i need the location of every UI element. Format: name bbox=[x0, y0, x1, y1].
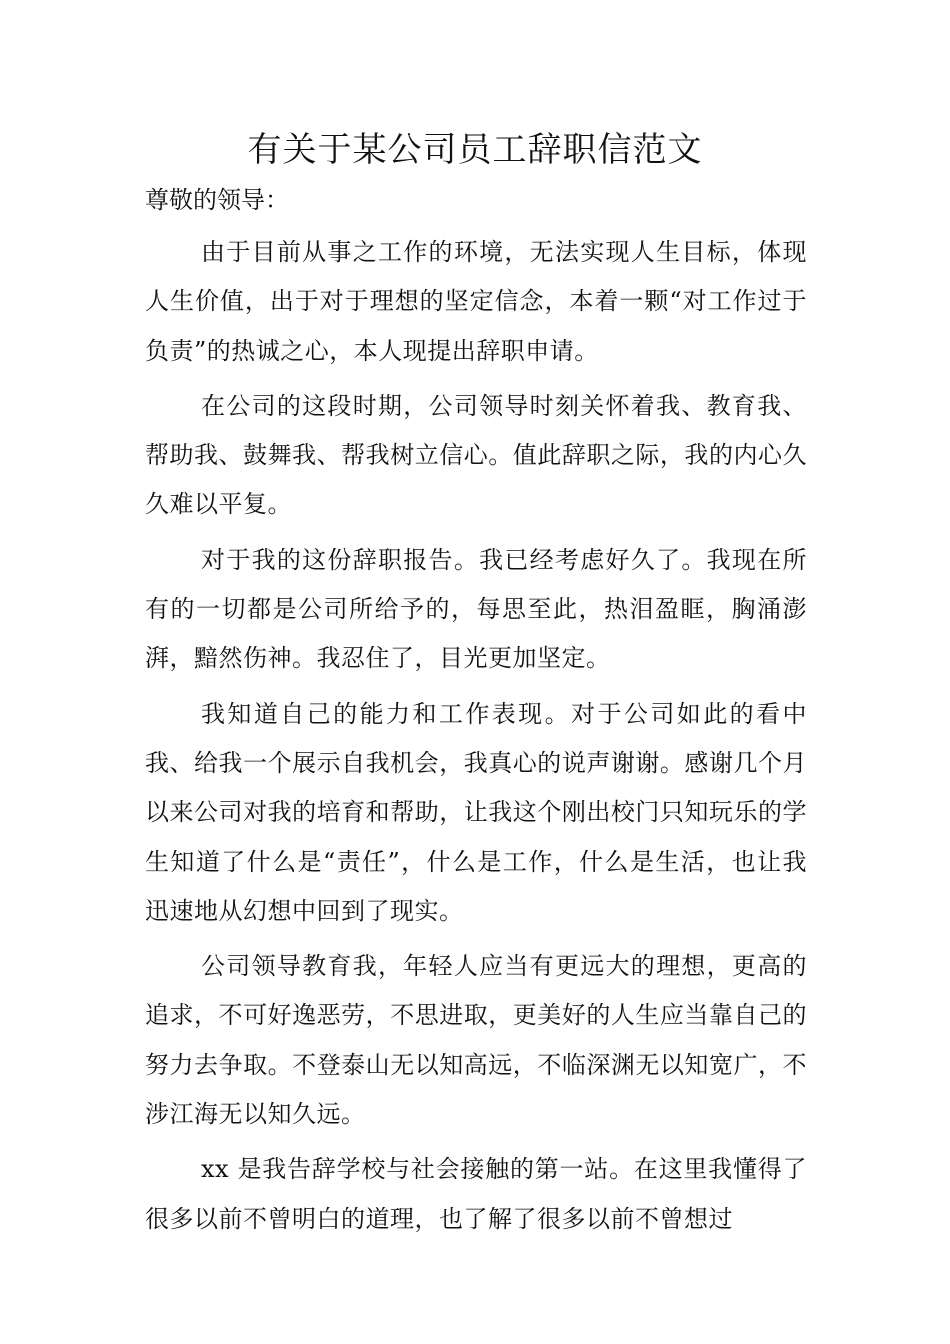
letter-body bbox=[145, 228, 807, 1250]
paragraph: 在公司的这段时期，公司领导时刻关怀着我、教育我、帮助我、鼓舞我、帮我树立信心。值此辞职之际，我的内心久久难以平复。 bbox=[145, 391, 807, 519]
paragraph: 由于目前从事之工作的环境，无法实现人生目标，体现人生价值，出于对于理想的坚定信念，本着一颗“对工作过于负责”的热诚之心，本人现提出辞职申请。 bbox=[145, 238, 807, 365]
paragraph: 我知道自己的能力和工作表现。对于公司如此的看中我、给我一个展示自我机会，我真心的说声谢谢。感谢几个月以来公司对我的培育和帮助，让我这个刚出校门只知玩乐的学生知道了什么是“责任”，什么是工作，什么是生活，也让我迅速地从幻想中回到了现实。 bbox=[145, 699, 807, 925]
salutation: 尊敬的领导： bbox=[145, 186, 289, 214]
document-title: 有关于某公司员工辞职信范文 bbox=[247, 130, 703, 170]
paragraph: 公司领导教育我，年轻人应当有更远大的理想，更高的追求，不可好逸恶劳，不思进取，更美好的人生应当靠自己的努力去争取。不登泰山无以知高远，不临深渊无以知宽广，不涉江海无以知久远。 bbox=[145, 952, 807, 1129]
paragraph: xx 是我告辞学校与社会接触的第一站。在这里我懂得了很多以前不曾明白的道理，也了解了很多以前不曾想过 bbox=[145, 1155, 807, 1233]
paragraph: 对于我的这份辞职报告。我已经考虑好久了。我现在所有的一切都是公司所给予的，每思至此，热泪盈眶，胸涌澎湃，黯然伤神。我忍住了，目光更加坚定。 bbox=[145, 545, 807, 673]
